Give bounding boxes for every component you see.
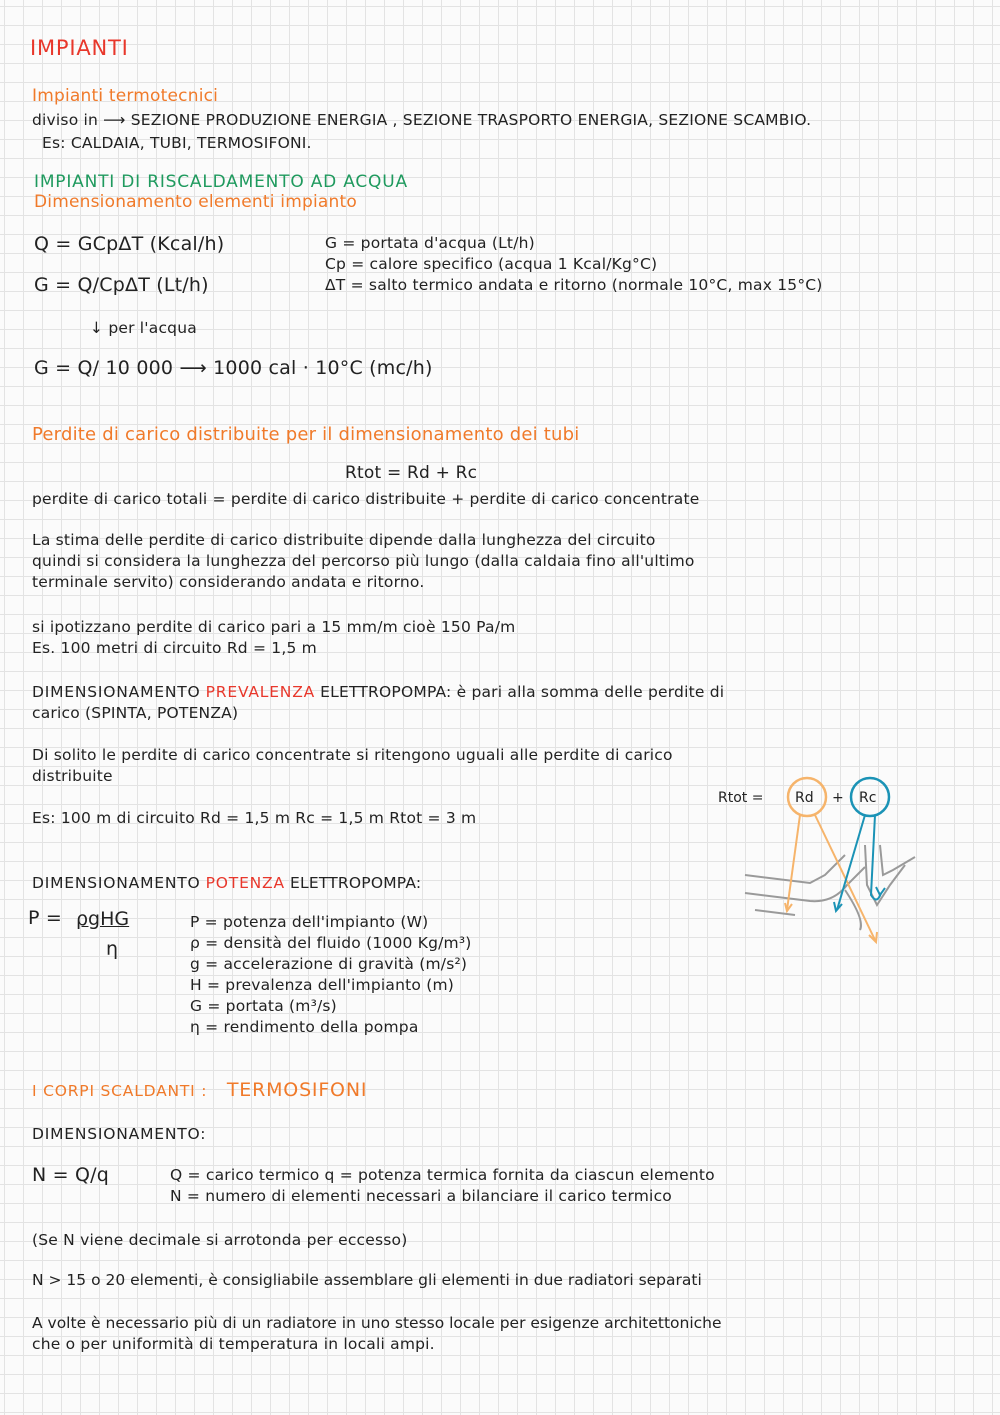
power-def-1: ρ = densità del fluido (1000 Kg/m³) bbox=[190, 934, 472, 952]
losses-heading: Perdite di carico distribuite per il dimensionamento dei tubi bbox=[32, 424, 580, 445]
head-prefix: DIMENSIONAMENTO bbox=[32, 683, 201, 701]
power-def-0: P = potenza dell'impianto (W) bbox=[190, 913, 429, 931]
power-def-5: η = rendimento della pompa bbox=[190, 1018, 419, 1036]
losses-para-2: quindi si considera la lunghezza del percorso più lungo (dalla caldaia fino all'ultimo bbox=[32, 552, 695, 570]
power-def-2: g = accelerazione di gravità (m/s²) bbox=[190, 955, 468, 973]
losses-para-3: terminale servito) considerando andata e ritorno. bbox=[32, 573, 425, 591]
power-formula-lhs: P = bbox=[28, 907, 63, 929]
arrow-note: ↓ per l'acqua bbox=[90, 319, 197, 337]
pipe-diagram bbox=[715, 775, 930, 950]
page-title: IMPIANTI bbox=[30, 36, 129, 60]
head-para-1: Di solito le perdite di carico concentrate si ritengono uguali alle perdite di carico bbox=[32, 746, 673, 764]
formula-q: Q = GCpΔT (Kcal/h) bbox=[34, 233, 225, 255]
power-def-4: G = portata (m³/s) bbox=[190, 997, 337, 1015]
radiators-formula: N = Q/q bbox=[32, 1164, 110, 1186]
diagram-rd-label: Rd bbox=[795, 790, 814, 806]
rc-arrows bbox=[834, 815, 885, 911]
losses-example: Es. 100 metri di circuito Rd = 1,5 m bbox=[32, 639, 317, 657]
power-formula-numerator: ρgHG bbox=[76, 908, 130, 930]
radiators-dimensioning: DIMENSIONAMENTO: bbox=[32, 1125, 207, 1143]
power-keyword: POTENZA bbox=[205, 874, 285, 892]
def-g: G = portata d'acqua (Lt/h) bbox=[325, 234, 535, 252]
pipe-drawing bbox=[745, 845, 915, 930]
losses-para-1: La stima delle perdite di carico distribuite dipende dalla lunghezza del circuito bbox=[32, 531, 656, 549]
diagram-rc-label: Rc bbox=[859, 790, 877, 806]
losses-hypothesis: si ipotizzano perdite di carico pari a 15 mm/m cioè 150 Pa/m bbox=[32, 618, 516, 636]
head-example: Es: 100 m di circuito Rd = 1,5 m Rc = 1,5 m Rtot = 3 m bbox=[32, 809, 477, 827]
power-suffix: ELETTROPOMPA: bbox=[290, 874, 422, 892]
radiators-def-q: Q = carico termico q = potenza termica fornita da ciascun elemento bbox=[170, 1166, 715, 1184]
thermo-heading: Impianti termotecnici bbox=[32, 86, 219, 106]
head-suffix: ELETTROPOMPA: è pari alla somma delle perdite di bbox=[320, 683, 725, 701]
power-formula-denominator: η bbox=[106, 938, 119, 960]
def-cp: Cp = calore specifico (acqua 1 Kcal/Kg°C) bbox=[325, 255, 658, 273]
radiators-heading-keyword: TERMOSIFONI bbox=[226, 1079, 368, 1101]
radiators-heading-prefix: I CORPI SCALDANTI : bbox=[32, 1082, 208, 1100]
head-keyword: PREVALENZA bbox=[205, 683, 316, 701]
formula-g: G = Q/CpΔT (Lt/h) bbox=[34, 274, 209, 296]
def-dt: ΔT = salto termico andata e ritorno (normale 10°C, max 15°C) bbox=[325, 276, 823, 294]
head-line-2: carico (SPINTA, POTENZA) bbox=[32, 704, 239, 722]
rd-arrows bbox=[785, 815, 877, 942]
radiators-para-2-line-1: A volte è necessario più di un radiatore in uno stesso locale per esigenze architettoniche bbox=[32, 1314, 722, 1332]
head-para-2: distribuite bbox=[32, 767, 113, 785]
losses-formula: Rtot = Rd + Rc bbox=[345, 463, 478, 483]
power-prefix: DIMENSIONAMENTO bbox=[32, 874, 201, 892]
thermo-line-1: diviso in ⟶ SEZIONE PRODUZIONE ENERGIA , SEZIONE TRASPORTO ENERGIA, SEZIONE SCAMBIO. bbox=[32, 111, 812, 129]
radiators-def-n: N = numero di elementi necessari a bilanciare il carico termico bbox=[170, 1187, 672, 1205]
radiators-note: (Se N viene decimale si arrotonda per eccesso) bbox=[32, 1231, 408, 1249]
losses-explanation: perdite di carico totali = perdite di carico distribuite + perdite di carico concentrate bbox=[32, 490, 700, 508]
thermo-line-2: Es: CALDAIA, TUBI, TERMOSIFONI. bbox=[42, 134, 312, 152]
water-subheading: Dimensionamento elementi impianto bbox=[34, 192, 357, 212]
formula-g2: G = Q/ 10 000 ⟶ 1000 cal · 10°C (mc/h) bbox=[34, 357, 433, 379]
diagram-plus: + bbox=[832, 790, 844, 806]
diagram-rtot-label: Rtot = bbox=[718, 790, 764, 806]
radiators-para-2-line-2: che o per uniformità di temperatura in locali ampi. bbox=[32, 1335, 435, 1353]
radiators-para-1: N > 15 o 20 elementi, è consigliabile assemblare gli elementi in due radiatori separati bbox=[32, 1271, 702, 1289]
water-heading: IMPIANTI DI RISCALDAMENTO AD ACQUA bbox=[34, 172, 408, 192]
power-def-3: H = prevalenza dell'impianto (m) bbox=[190, 976, 455, 994]
